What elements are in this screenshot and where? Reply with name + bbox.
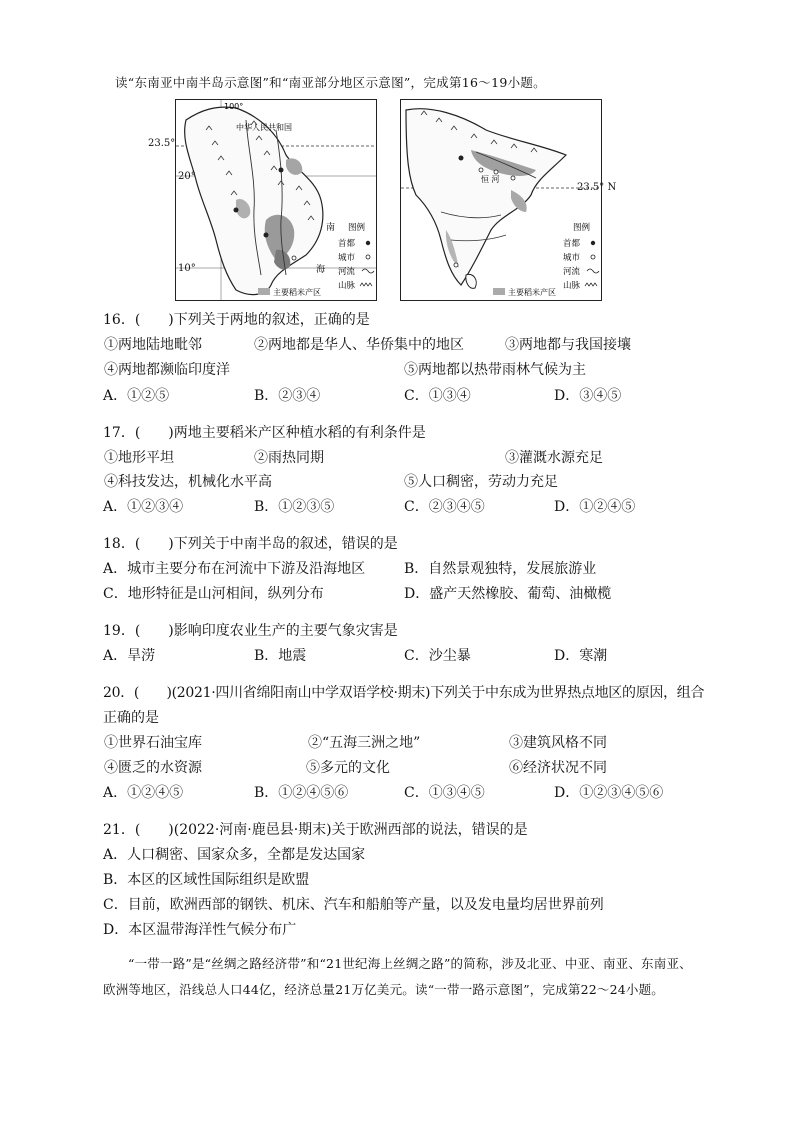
city-symbol-icon (366, 255, 370, 259)
country-label: 中华人民共和国 (236, 123, 292, 132)
river-symbol-icon (362, 269, 374, 273)
q20-choice-b[interactable]: B．①②④⑤⑥ (254, 785, 349, 801)
intro-text: 读“东南亚中南半岛示意图”和“南亚部分地区示意图”，完成第16～19小题。 (115, 75, 546, 90)
q20-option-6: ⑥经济状况不同 (509, 760, 607, 776)
q21-choice-b[interactable]: B．本区的区域性国际组织是欧盟 (103, 872, 310, 888)
rice-symbol-icon (493, 288, 505, 295)
question-20-stem: 20．( )(2021·四川省绵阳南山中学双语学校·期末)下列关于中东成为世界热点地区的原因，组合 (103, 685, 705, 701)
q21-choice-d[interactable]: D．本区温带海洋性气候分布广 (103, 922, 297, 938)
mountain-symbol-icon (585, 283, 597, 286)
legend-city: 城市 (338, 253, 356, 263)
question-18-stem: 18．( )下列关于中南半岛的叙述，错误的是 (103, 536, 398, 552)
q20-choice-c[interactable]: C．①③④⑤ (404, 785, 485, 801)
q19-choice-c[interactable]: C．沙尘暴 (404, 648, 471, 664)
section-intro-22-24: “一带一路”是“丝绸之路经济带”和“21世纪海上丝绸之路”的简称，涉及北亚、中亚、南亚、东南亚、欧洲等地区，沿线总人口44亿，经济总量21万亿美元。读“一带一路示意图”，完成第22～24小题。 (103, 956, 692, 997)
q17-option-2: ②雨热同期 (254, 450, 324, 466)
q20-option-1: ①世界石油宝库 (104, 735, 202, 751)
sea-label-1: 南 (326, 223, 336, 233)
legend-mountain-right: 山脉 (563, 281, 581, 291)
q16-choice-d[interactable]: D．③④⑤ (554, 388, 622, 404)
question-20-stem-cont: 正确的是 (103, 710, 159, 726)
south-asia-map (400, 99, 602, 301)
q16-choice-b[interactable]: B．②③④ (254, 388, 321, 404)
q18-choice-c[interactable]: C．地形特征是山河相间，纵列分布 (103, 586, 324, 602)
q17-option-4: ④科技发达，机械化水平高 (104, 474, 272, 490)
lat-label-top: 23.5° (148, 138, 176, 149)
q20-choice-a[interactable]: A．①②④⑤ (103, 785, 184, 801)
q18-choice-b[interactable]: B．自然景观独特，发展旅游业 (404, 561, 597, 577)
question-19-stem: 19．( )影响印度农业生产的主要气象灾害是 (103, 623, 398, 639)
question-21-stem: 21．( )(2022·河南·鹿邑县·期末)关于欧洲西部的说法，错误的是 (103, 822, 528, 838)
q19-choice-b[interactable]: B．地震 (254, 648, 307, 664)
sea-label-2: 海 (316, 265, 326, 275)
q17-option-3: ③灌溉水源充足 (505, 450, 603, 466)
q17-option-5: ⑤人口稠密，劳动力充足 (404, 474, 558, 490)
legend-capital: 首都 (338, 239, 356, 249)
q18-choice-d[interactable]: D．盛产天然橡胶、葡萄、油橄榄 (404, 586, 612, 602)
q17-choice-a[interactable]: A．①②③④ (103, 499, 184, 515)
mountain-symbol-icon (360, 283, 372, 286)
ganges-label: 恒 河 (481, 175, 500, 184)
lat-label-right: 23.5° N (577, 182, 617, 193)
q17-choice-d[interactable]: D．①②④⑤ (554, 499, 636, 515)
legend-rice: 主要稻米产区 (273, 288, 321, 297)
q20-option-5: ⑤多元的文化 (306, 760, 390, 776)
city-symbol-icon (591, 255, 595, 259)
q16-choice-a[interactable]: A．①②⑤ (103, 388, 170, 404)
q20-option-3: ③建筑风格不同 (509, 735, 607, 751)
question-16-stem: 16．( )下列关于两地的叙述，正确的是 (103, 312, 370, 328)
q20-option-4: ④匮乏的水资源 (104, 760, 202, 776)
q19-choice-a[interactable]: A．旱涝 (103, 648, 156, 664)
legend-rice-right: 主要稻米产区 (508, 288, 556, 297)
lat-label-mid: 20° (178, 171, 196, 182)
lat-label-bottom: 10° (178, 263, 196, 274)
q16-option-4: ④两地都濒临印度洋 (104, 362, 230, 378)
q17-choice-c[interactable]: C．②③④⑤ (404, 499, 485, 515)
q19-choice-d[interactable]: D．寒潮 (554, 648, 608, 664)
q17-option-1: ①地形平坦 (104, 450, 174, 466)
legend-title-right: 图例 (573, 223, 591, 233)
q16-option-2: ②两地都是华人、华侨集中的地区 (254, 337, 464, 353)
legend-river: 河流 (338, 267, 356, 277)
q17-choice-b[interactable]: B．①②③⑤ (254, 499, 335, 515)
legend-title: 图例 (348, 223, 366, 233)
question-17-stem: 17．( )两地主要稻米产区种植水稻的有利条件是 (103, 425, 426, 441)
q16-option-1: ①两地陆地毗邻 (104, 337, 202, 353)
q18-choice-a[interactable]: A．城市主要分布在河流中下游及沿海地区 (103, 561, 366, 577)
indochina-map-graphic (176, 100, 376, 300)
legend-river-right: 河流 (563, 267, 581, 277)
lon-label: 100° (224, 102, 244, 111)
capital-symbol-icon (366, 241, 370, 245)
capital-symbol-icon (591, 241, 595, 245)
legend-mountain: 山脉 (338, 281, 356, 291)
legend-capital-right: 首都 (563, 239, 581, 249)
q16-choice-c[interactable]: C．①③④ (404, 388, 471, 404)
q21-choice-a[interactable]: A．人口稠密、国家众多，全都是发达国家 (103, 847, 366, 863)
q16-option-3: ③两地都与我国接壤 (505, 337, 631, 353)
river-symbol-icon (587, 269, 599, 273)
south-asia-map-graphic (401, 100, 601, 300)
q20-option-2: ②“五海三洲之地” (308, 735, 421, 751)
indochina-map (175, 99, 377, 301)
rice-symbol-icon (258, 288, 270, 295)
q20-choice-d[interactable]: D．①②③④⑤⑥ (554, 785, 664, 801)
q16-option-5: ⑤两地都以热带雨林气候为主 (404, 362, 586, 378)
legend-city-right: 城市 (563, 253, 581, 263)
q21-choice-c[interactable]: C．目前，欧洲西部的钢铁、机床、汽车和船舶等产量，以及发电量均居世界前列 (103, 897, 604, 913)
